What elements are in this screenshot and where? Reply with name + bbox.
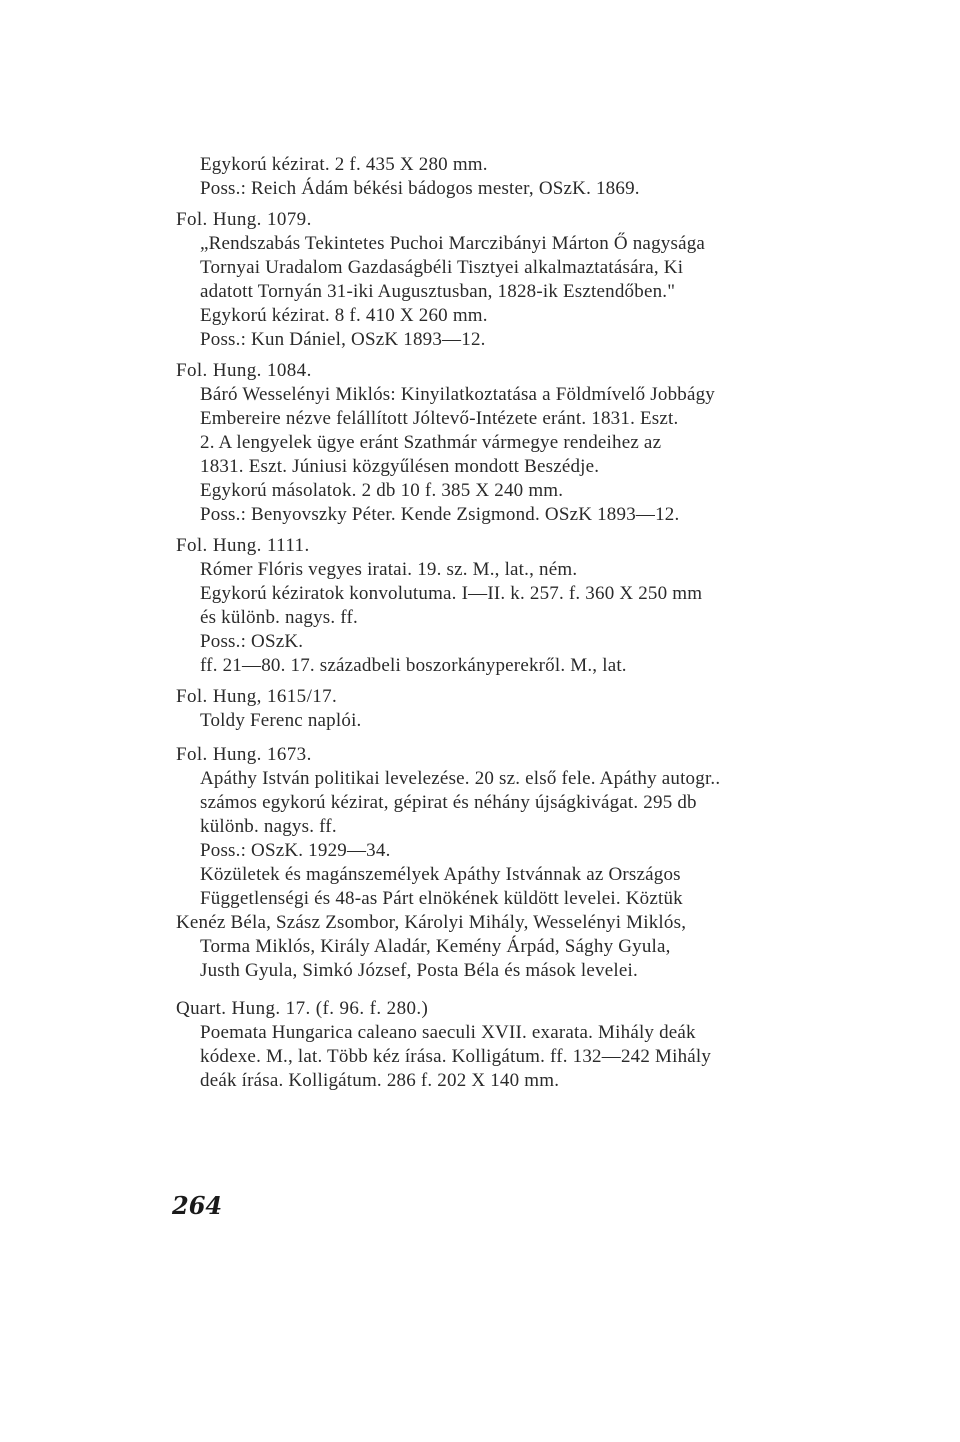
entry-2-heading: Fol. Hung. 1084.: [176, 360, 312, 381]
entry-2-line-0: Báró Wesselényi Miklós: Kinyilatkoztatása a Földmívelő Jobbágy: [200, 384, 715, 405]
entry-5-line-8: Justh Gyula, Simkó József, Posta Béla és mások levelei.: [200, 960, 638, 981]
entry-1-line-1: Tornyai Uradalom Gazdaságbéli Tisztyei alkalmaztatására, Ki: [200, 257, 684, 278]
entry-5-line-1: számos egykorú kézirat, gépirat és néhány újságkivágat. 295 db: [200, 792, 697, 813]
entry-5-line-3: Poss.: OSzK. 1929—34.: [200, 840, 391, 861]
entry-5-heading: Fol. Hung. 1673.: [176, 744, 312, 765]
entry-1-line-4: Poss.: Kun Dániel, OSzK 1893—12.: [200, 329, 486, 350]
entry-1-line-3: Egykorú kézirat. 8 f. 410 X 260 mm.: [200, 305, 488, 326]
entry-3-line-1: Egykorú kéziratok konvolutuma. I—II. k. 257. f. 360 X 250 mm: [200, 583, 703, 604]
entry-2-line-1: Embereire nézve felállított Jóltevő-Intézete eránt. 1831. Eszt.: [200, 408, 679, 429]
entry-2-line-4: Egykorú másolatok. 2 db 10 f. 385 X 240 mm.: [200, 480, 564, 501]
entry-0-line-1: Poss.: Reich Ádám békési bádogos mester, OSzK. 1869.: [200, 178, 640, 199]
page-number: 264: [172, 1191, 223, 1220]
entry-1-line-0: „Rendszabás Tekintetes Puchoi Marczibányi Márton Ő nagysága: [200, 233, 706, 254]
entry-2-line-2: 2. A lengyelek ügye eránt Szathmár vármegye rendeihez az: [200, 432, 662, 453]
entry-3-line-3: Poss.: OSzK.: [200, 631, 304, 652]
entry-4-line-0: Toldy Ferenc naplói.: [200, 710, 362, 731]
entry-3-heading: Fol. Hung. 1111.: [176, 535, 310, 556]
entry-5-line-2: különb. nagys. ff.: [200, 816, 337, 837]
entry-5-line-5: Függetlenségi és 48-as Párt elnökének küldött levelei. Köztük: [200, 888, 683, 909]
entry-6-line-2: deák írása. Kolligátum. 286 f. 202 X 140 mm.: [200, 1070, 560, 1091]
entry-5-line-0: Apáthy István politikai levelezése. 20 sz. első fele. Apáthy autogr..: [200, 768, 721, 789]
entry-5-line-7: Torma Miklós, Király Aladár, Kemény Árpád, Sághy Gyula,: [200, 936, 671, 957]
entry-4-heading: Fol. Hung, 1615/17.: [176, 686, 338, 707]
entry-3-line-4: ff. 21—80. 17. századbeli boszorkányperekről. M., lat.: [200, 655, 627, 676]
entry-5-line-4: Közületek és magánszemélyek Apáthy Istvánnak az Országos: [200, 864, 681, 885]
entry-2-line-3: 1831. Eszt. Júniusi közgyűlésen mondott Beszédje.: [200, 456, 600, 477]
entry-2-line-5: Poss.: Benyovszky Péter. Kende Zsigmond. OSzK 1893—12.: [200, 504, 680, 525]
entry-3-line-2: és különb. nagys. ff.: [200, 607, 358, 628]
entry-6-heading: Quart. Hung. 17. (f. 96. f. 280.): [176, 998, 429, 1019]
entry-5-line-6: Kenéz Béla, Szász Zsombor, Károlyi Mihály, Wesselényi Miklós,: [176, 912, 687, 933]
entry-0-line-0: Egykorú kézirat. 2 f. 435 X 280 mm.: [200, 154, 488, 175]
entry-6-line-1: kódexe. M., lat. Több kéz írása. Kolligátum. ff. 132—242 Mihály: [200, 1046, 712, 1067]
entry-6-line-0: Poemata Hungarica caleano saeculi XVII. exarata. Mihály deák: [200, 1022, 696, 1043]
entry-1-heading: Fol. Hung. 1079.: [176, 209, 312, 230]
entry-1-line-2: adatott Tornyán 31-iki Augusztusban, 1828-ik Esztendőben.": [200, 281, 676, 302]
entry-3-line-0: Rómer Flóris vegyes iratai. 19. sz. M., lat., ném.: [200, 559, 578, 580]
